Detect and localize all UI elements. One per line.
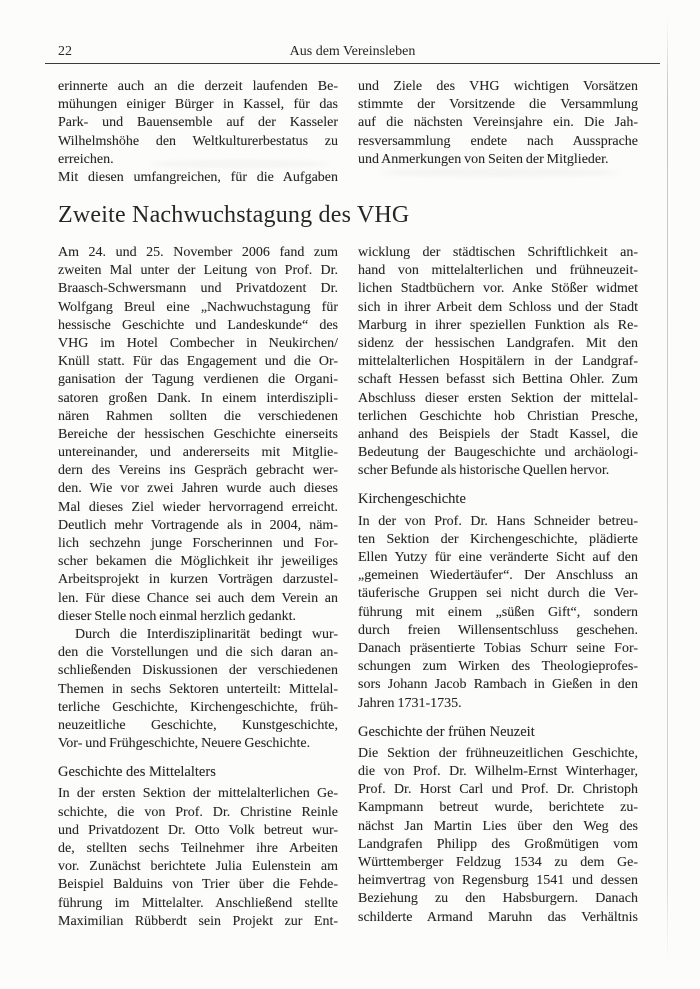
text-line: untereinander, und andererseits mit Mitglie- xyxy=(58,445,338,461)
text-line: scher Befunde als historische Quellen hervor. xyxy=(358,463,610,479)
text-line: führung mit einem „süßen Gift“, sondern xyxy=(358,604,638,620)
text-line: Wolfgang Breul eine „Nachwuchstagung für xyxy=(58,299,338,315)
text-line: täuferische Gruppen sei nicht durch die Ver- xyxy=(358,586,638,602)
text-line: Landgrafen Philipp des Großmütigen vom xyxy=(358,836,638,852)
text-line: satoren großen Dank. In einem interdiszipli- xyxy=(58,390,338,406)
text-line: nächst Jan Martin Lies über den Weg des xyxy=(358,818,638,834)
paragraph-mittelalter-continuation xyxy=(358,244,638,480)
paragraph-fruehe-neuzeit xyxy=(358,745,638,927)
text-line: „gemeinen Wiedertäufer“. Der Anschluss an xyxy=(358,568,638,584)
paragraph-tagung-intro xyxy=(58,244,338,626)
text-line: erreichen. xyxy=(58,151,114,167)
text-line: schaft Hessen befasst sich Bettina Ohler. Zum xyxy=(358,372,638,388)
text-line: und Anmerkungen von Seiten der Mitglieder. xyxy=(358,151,609,167)
text-line: dieser Stelle noch einmal herzlich gedankt. xyxy=(58,608,297,624)
text-line: Prof. Dr. Horst Carl und Prof. Dr. Christoph xyxy=(358,782,638,798)
text-line: Bereiche der hessischen Geschichte einerseits xyxy=(58,426,338,442)
text-line: den die Vorstellungen und die sich daran an- xyxy=(58,645,338,661)
text-line: erinnerte auch an die derzeit laufenden Be- xyxy=(58,79,338,94)
scan-smudge-artifact xyxy=(380,168,620,177)
text-line: Durch die Interdisziplinarität bedingt wur- xyxy=(75,626,338,642)
text-line: wicklung der städtischen Schriftlichkeit an- xyxy=(358,245,638,260)
text-line: terliche Geschichte, Kirchengeschichte, früh- xyxy=(58,699,338,715)
text-line: In der ersten Sektion der mittelalterlichen Ge- xyxy=(58,786,338,802)
text-line: terlichen Geschichte hob Christian Presche, xyxy=(358,408,638,424)
text-line: ganisation der Tagung verdienen die Organi- xyxy=(58,372,338,388)
text-line: Deutlich mehr Vortragende als in 2004, näm- xyxy=(58,517,338,533)
text-line: resversammlung endete nach Aussprache xyxy=(358,133,638,149)
text-line: Mit diesen umfangreichen, für die Aufgaben xyxy=(58,169,338,185)
text-line: mittelalterlichen Hospitälern in der Landgraf- xyxy=(358,354,638,370)
text-line: die von Prof. Dr. Wilhelm-Ernst Winterhager, xyxy=(358,764,638,780)
text-line: sich in ihrer Arbeit dem Schloss und der Stadt xyxy=(358,299,638,315)
text-line: scher bekamen die Möglichkeit ihr jeweiliges xyxy=(58,554,338,570)
text-line: mühungen einiger Bürger in Kassel, für das xyxy=(58,97,338,113)
text-line: den. Wie vor zwei Jahren wurde auch dieses xyxy=(58,481,338,497)
text-line: nären Rahmen sollten die verschiedenen xyxy=(58,408,338,424)
text-line: neuzeitliche Geschichte, Kunstgeschichte, xyxy=(58,717,338,733)
text-line: schließenden Diskussionen der verschiedenen xyxy=(58,663,338,679)
text-line: Kampmann betreut wurde, berichtete zu- xyxy=(358,800,638,816)
left-column xyxy=(58,244,338,931)
page-number: 22 xyxy=(58,44,72,59)
article-title: Zweite Nachwuchstagung des VHG xyxy=(58,202,410,228)
text-line: Abschluss dieser ersten Sektion der mittelal- xyxy=(358,390,638,406)
paragraph-kirchengeschichte xyxy=(358,513,638,713)
running-header-title: Aus dem Vereinsleben xyxy=(289,44,416,59)
text-line: Wilhelmshöhe den Weltkulturerbestatus zu xyxy=(58,133,338,149)
text-line: hessische Geschichte und Landeskunde“ des xyxy=(58,317,338,333)
text-line: stimmte der Vorsitzende die Versammlung xyxy=(358,97,638,113)
text-line: sidenz der hessischen Landgrafen. Mit den xyxy=(358,335,638,351)
text-line: Themen in sechs Sektoren unterteilt: Mittelal- xyxy=(58,681,338,697)
text-line: len. Für diese Chance sei auch dem Verein an xyxy=(58,590,338,606)
running-header xyxy=(45,44,660,64)
intro-left-paragraph-2 xyxy=(58,169,338,187)
text-line: Jahren 1731-1735. xyxy=(358,695,462,711)
text-line: dern des Vereins ins Gespräch gebracht wer- xyxy=(58,463,338,479)
text-line: Marburg in ihrer speziellen Funktion als Re- xyxy=(358,317,638,333)
text-line: auf die nächsten Vereinsjahre ein. Die Jah- xyxy=(358,115,638,131)
text-line: Danach präsentierte Tobias Schurr seine For- xyxy=(358,640,638,656)
text-line: Beziehung zu den Habsburgern. Danach xyxy=(358,891,638,907)
text-line: Maximilian Rübberdt sein Projekt zur Ent- xyxy=(58,913,338,929)
text-line: schilderte Armand Maruhn das Verhältnis xyxy=(358,909,638,925)
text-line: hand von mittelalterlichen und frühneuzeit- xyxy=(358,263,638,279)
text-line: schichte, die von Prof. Dr. Christine Reinle xyxy=(58,804,338,820)
text-line: Bedeutung der Baugeschichte und archäologi- xyxy=(358,445,638,461)
text-line: Knüll statt. Für das Engagement und die Or- xyxy=(58,354,338,370)
section-heading-mittelalter: Geschichte des Mittelalters xyxy=(58,764,216,781)
text-line: führung im Mittelalter. Anschließend stellte xyxy=(58,895,338,911)
text-line: Arbeitsprojekt in kurzen Vorträgen darzustel- xyxy=(58,572,338,588)
text-line: VHG im Hotel Combecher in Neukirchen/ xyxy=(58,335,338,351)
text-line: Ellen Yutzy für eine veränderte Sicht auf den xyxy=(358,550,638,566)
text-line: Die Sektion der frühneuzeitlichen Geschichte, xyxy=(358,745,638,761)
paragraph-mittelalter xyxy=(58,785,338,931)
text-line: anhand des Beispiels der Stadt Kassel, die xyxy=(358,426,638,442)
text-line: schungen zum Wirken des Theologieprofes- xyxy=(358,659,638,675)
text-line: sors Johann Jacob Rambach in Gießen in den xyxy=(358,677,638,693)
right-column xyxy=(358,244,638,927)
text-line: Park- und Bauensemble auf der Kasseler xyxy=(58,115,338,131)
text-line: durch freien Willensentschluss geschehen. xyxy=(358,622,638,638)
text-line: und Privatdozent Dr. Otto Volk betreut wur- xyxy=(58,822,338,838)
section-heading-kirchengeschichte: Kirchengeschichte xyxy=(358,491,466,508)
text-line: zweiten Mal unter der Leitung von Prof. Dr. xyxy=(58,263,338,279)
text-line: Vor- und Frühgeschichte, Neuere Geschichte. xyxy=(58,736,311,752)
text-line: lich sechzehn junge Forscherinnen und For- xyxy=(58,536,338,551)
scan-smudge-artifact xyxy=(150,160,330,168)
text-line: ten Sektion der Kirchengeschichte, plädierte xyxy=(358,531,638,547)
intro-left-paragraph xyxy=(58,78,338,169)
intro-right-paragraph xyxy=(358,78,638,169)
text-line: Braasch-Schwersmann und Privatdozent Dr. xyxy=(58,281,338,297)
text-line: vor. Zunächst berichtete Julia Eulenstein am xyxy=(58,859,338,875)
section-heading-fruehe-neuzeit: Geschichte der frühen Neuzeit xyxy=(358,723,535,740)
text-line: Beispiel Balduins von Trier über die Fehde- xyxy=(58,877,338,893)
text-line: Mal dieses Ziel wieder hervorragend erreicht. xyxy=(58,499,338,515)
text-line: Württemberger Feldzug 1534 zu dem Ge- xyxy=(358,855,638,871)
text-line: Am 24. und 25. November 2006 fand zum xyxy=(58,245,338,260)
text-line: lichen Stadtbüchern vor. Anke Stößer widmet xyxy=(358,281,638,297)
text-line: und Ziele des VHG wichtigen Vorsätzen xyxy=(358,79,638,94)
text-line: In der von Prof. Dr. Hans Schneider betreu- xyxy=(358,513,638,529)
text-line: de, stellten sechs Teilnehmer ihre Arbeiten xyxy=(58,841,338,857)
scan-edge-artifact xyxy=(667,18,668,962)
text-line: heimvertrag von Regensburg 1541 und dessen xyxy=(358,873,638,889)
paragraph-sektoren xyxy=(58,626,338,753)
